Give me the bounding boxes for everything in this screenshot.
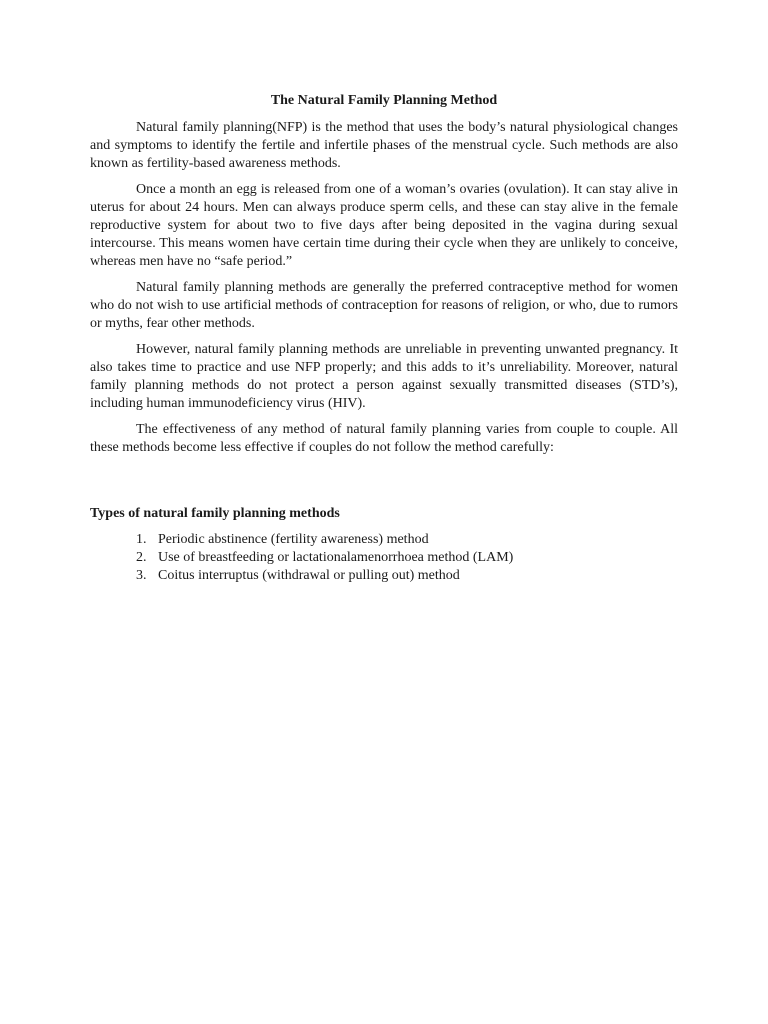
methods-list [90, 531, 678, 585]
list-item [90, 549, 678, 567]
list-item [90, 531, 678, 549]
list-item [90, 567, 678, 585]
paragraph-preferred-method: Natural family planning methods are generally the preferred contraceptive method for women who do not wish to use artificial methods of contraception for reasons of religion, or who, due to rumors or myths, fear other methods. [90, 280, 678, 331]
list-item-text: Use of breastfeeding or lactationalamenorrhoea method (LAM) [158, 550, 514, 565]
list-item-number: 3. [136, 568, 147, 583]
list-item-text: Periodic abstinence (fertility awareness) method [158, 532, 429, 547]
paragraph-ovulation: Once a month an egg is released from one of a woman’s ovaries (ovulation). It can stay alive in uterus for about 24 hours. Men can always produce sperm cells, and these can stay alive in the female reproductive system for about two to five days after being deposited in the vagina during sexual intercourse. This means women have certain time during their cycle when they are unlikely to conceive, whereas men have no “safe period.” [90, 182, 678, 269]
document-title: The Natural Family Planning Method [270, 93, 498, 108]
paragraph-effectiveness: The effectiveness of any method of natural family planning varies from couple to couple. All these methods become less effective if couples do not follow the method carefully: [90, 422, 678, 455]
list-item-number: 1. [136, 532, 147, 547]
types-heading: Types of natural family planning methods [90, 506, 340, 521]
list-item-number: 2. [136, 550, 147, 565]
paragraph-unreliability: However, natural family planning methods are unreliable in preventing unwanted pregnancy. It also takes time to practice and use NFP properly; and this adds to it’s unreliability. Moreover, natural family planning methods do not protect a person against sexually transmitted diseases (STD’s), including human immunodeficiency virus (HIV). [90, 342, 678, 411]
paragraph-nfp-definition: Natural family planning(NFP) is the method that uses the body’s natural physiological changes and symptoms to identify the fertile and infertile phases of the menstrual cycle. Such methods are also known as fertility-based awareness methods. [90, 120, 678, 171]
document-page [90, 92, 678, 585]
list-item-text: Coitus interruptus (withdrawal or pulling out) method [158, 568, 460, 583]
